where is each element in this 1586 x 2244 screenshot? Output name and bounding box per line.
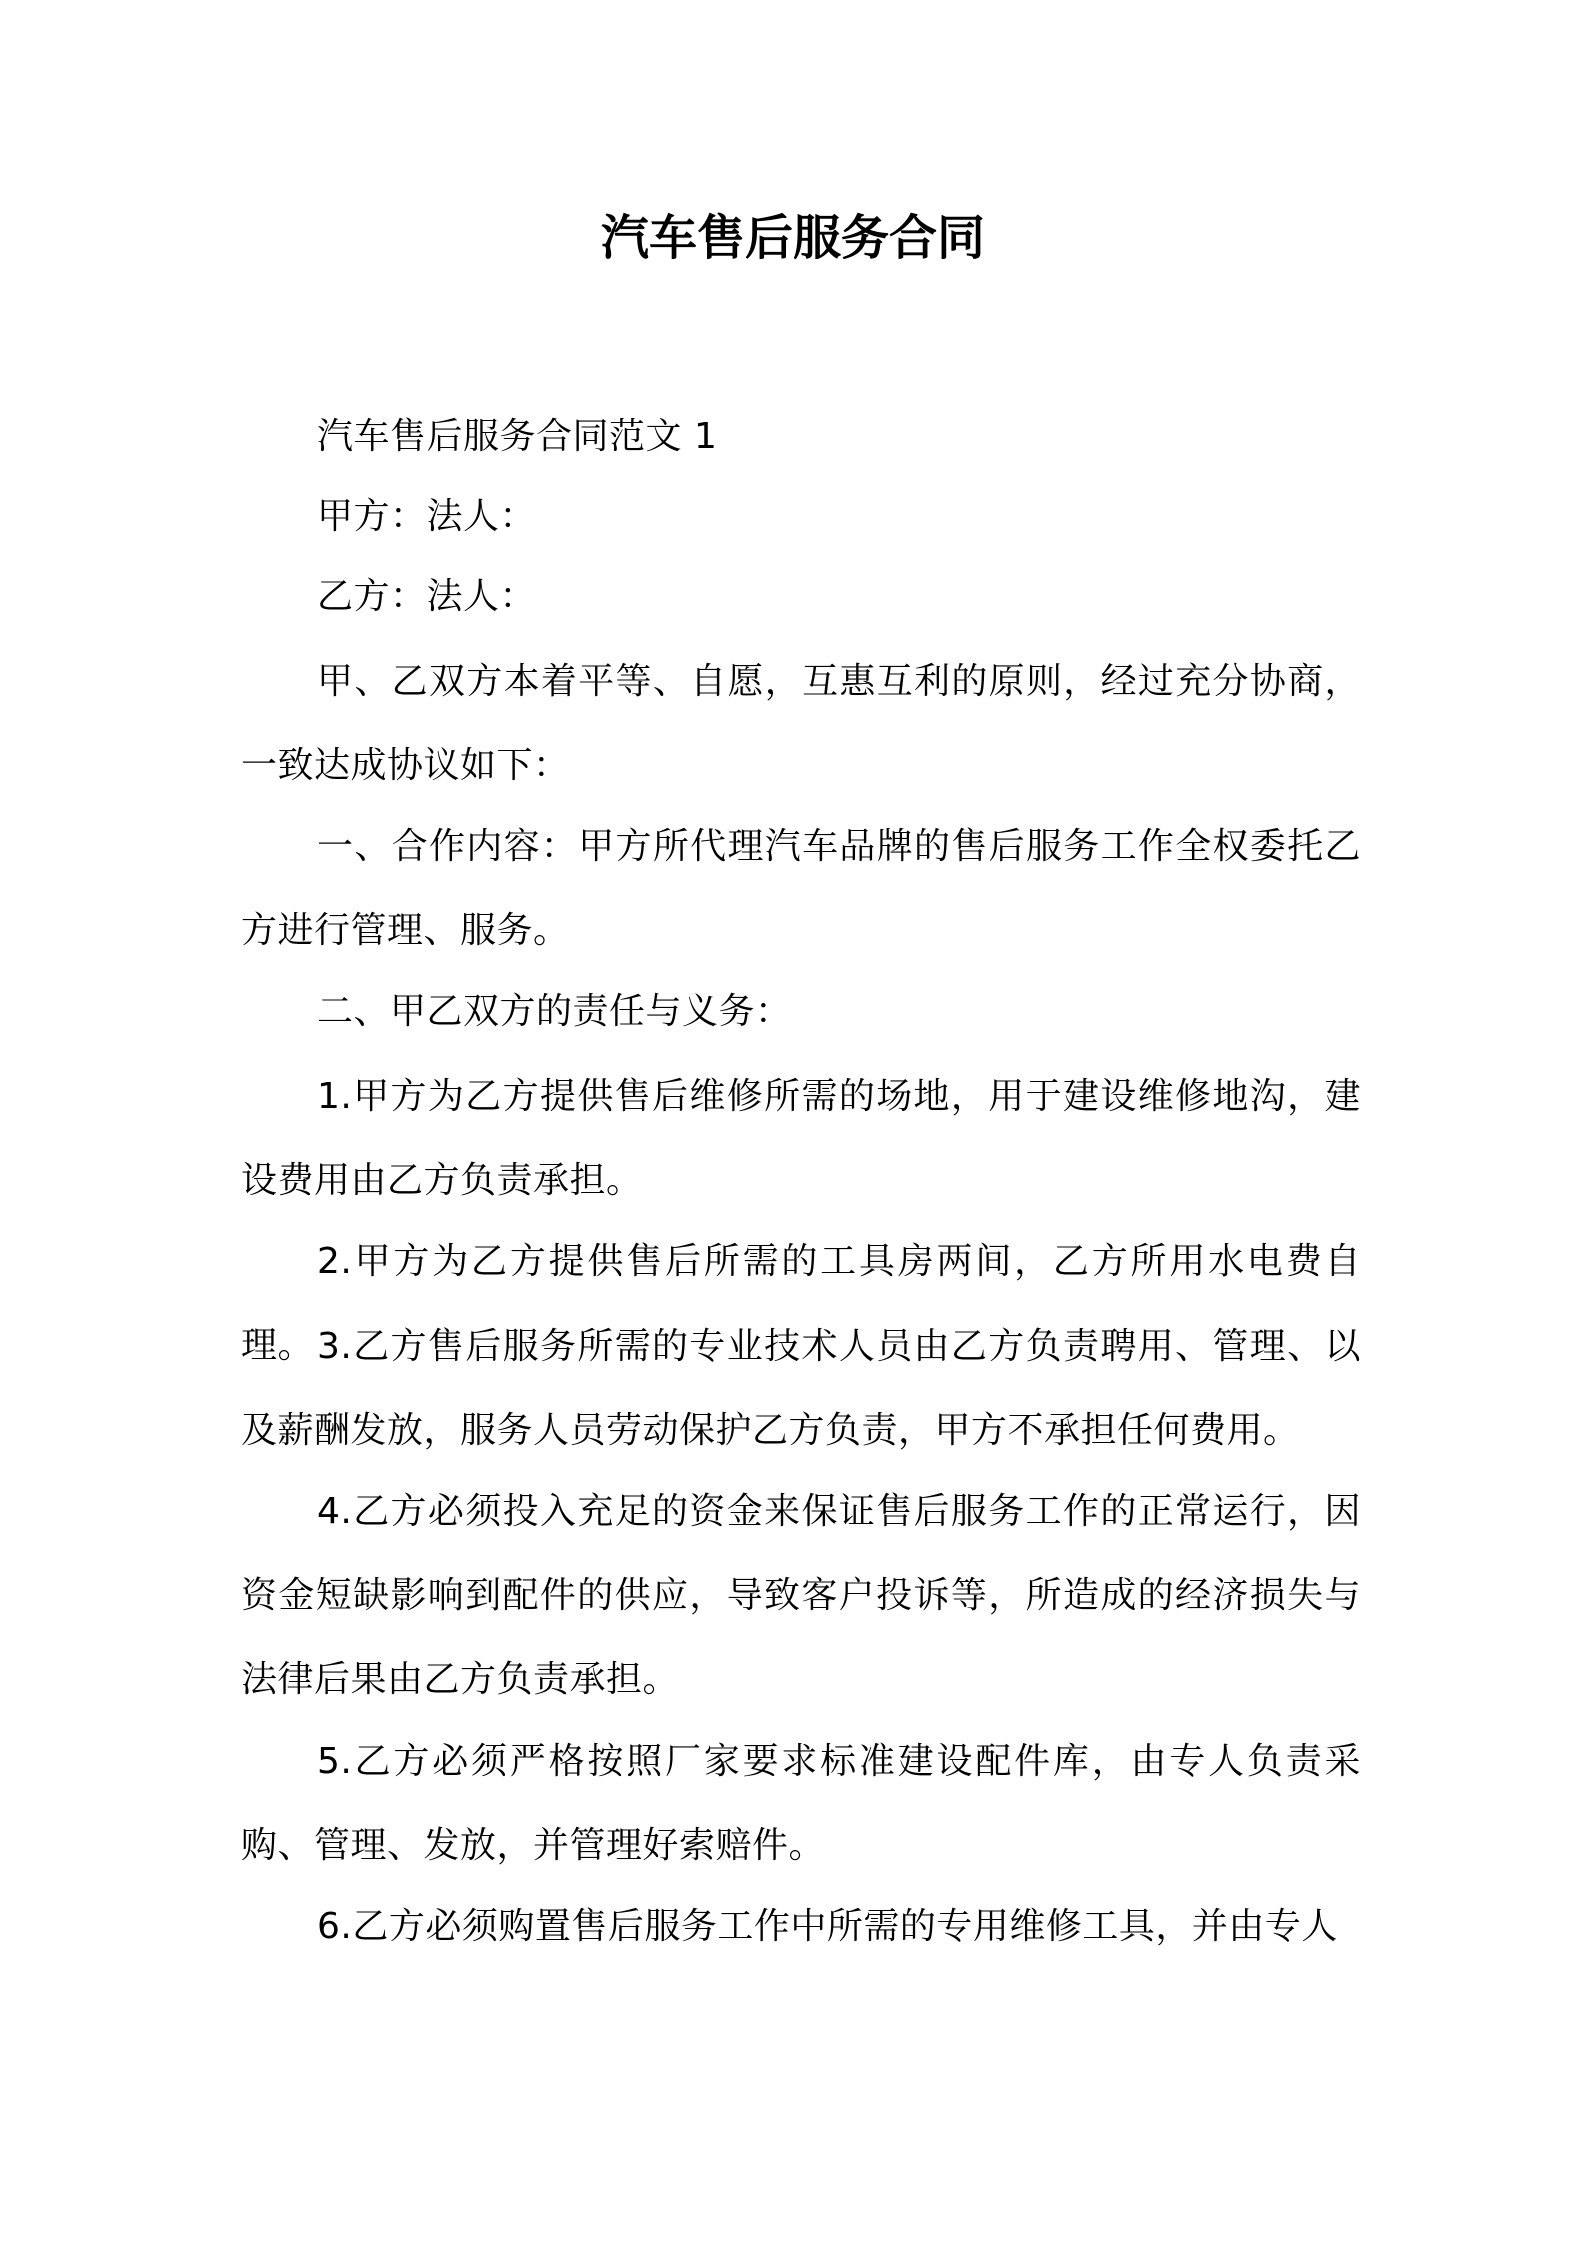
paragraph-preamble: 甲、乙双方本着平等、自愿，互惠互利的原则，经过充分协商，一致达成协议如下：: [241, 661, 1361, 786]
paragraph-party-a: 甲方：法人：: [317, 496, 537, 537]
paragraph-subtitle: 汽车售后服务合同范文 1: [317, 416, 718, 457]
paragraph-responsibilities-heading: 二、甲乙双方的责任与义务：: [317, 991, 792, 1032]
paragraph-item-1: 1.甲方为乙方提供售后维修所需的场地，用于建设维修地沟，建设费用由乙方负责承担。: [241, 1076, 1361, 1201]
paragraph-item-6: 6.乙方必须购置售后服务工作中所需的专用维修工具，并由专人: [317, 1906, 1338, 1947]
document-title: 汽车售后服务合同: [600, 210, 985, 266]
paragraph-party-b: 乙方：法人：: [317, 576, 537, 617]
paragraph-cooperation-content: 一、合作内容：甲方所代理汽车品牌的售后服务工作全权委托乙方进行管理、服务。: [241, 826, 1361, 951]
paragraph-item-5: 5.乙方必须严格按照厂家要求标准建设配件库，由专人负责采购、管理、发放，并管理好索赔件。: [241, 1741, 1361, 1866]
paragraph-item-4: 4.乙方必须投入充足的资金来保证售后服务工作的正常运行，因资金短缺影响到配件的供应，导致客户投诉等，所造成的经济损失与法律后果由乙方负责承担。: [241, 1491, 1361, 1700]
paragraph-item-3: 3.乙方售后服务所需的专业技术人员由乙方负责聘用、管理、以及薪酬发放，服务人员劳动保护乙方负责，甲方不承担任何费用。: [241, 1326, 1361, 1451]
paragraph-item-2: 2.甲方为乙方提供售后所需的工具房两间，乙方所用水电费自理。: [241, 1241, 1361, 1366]
